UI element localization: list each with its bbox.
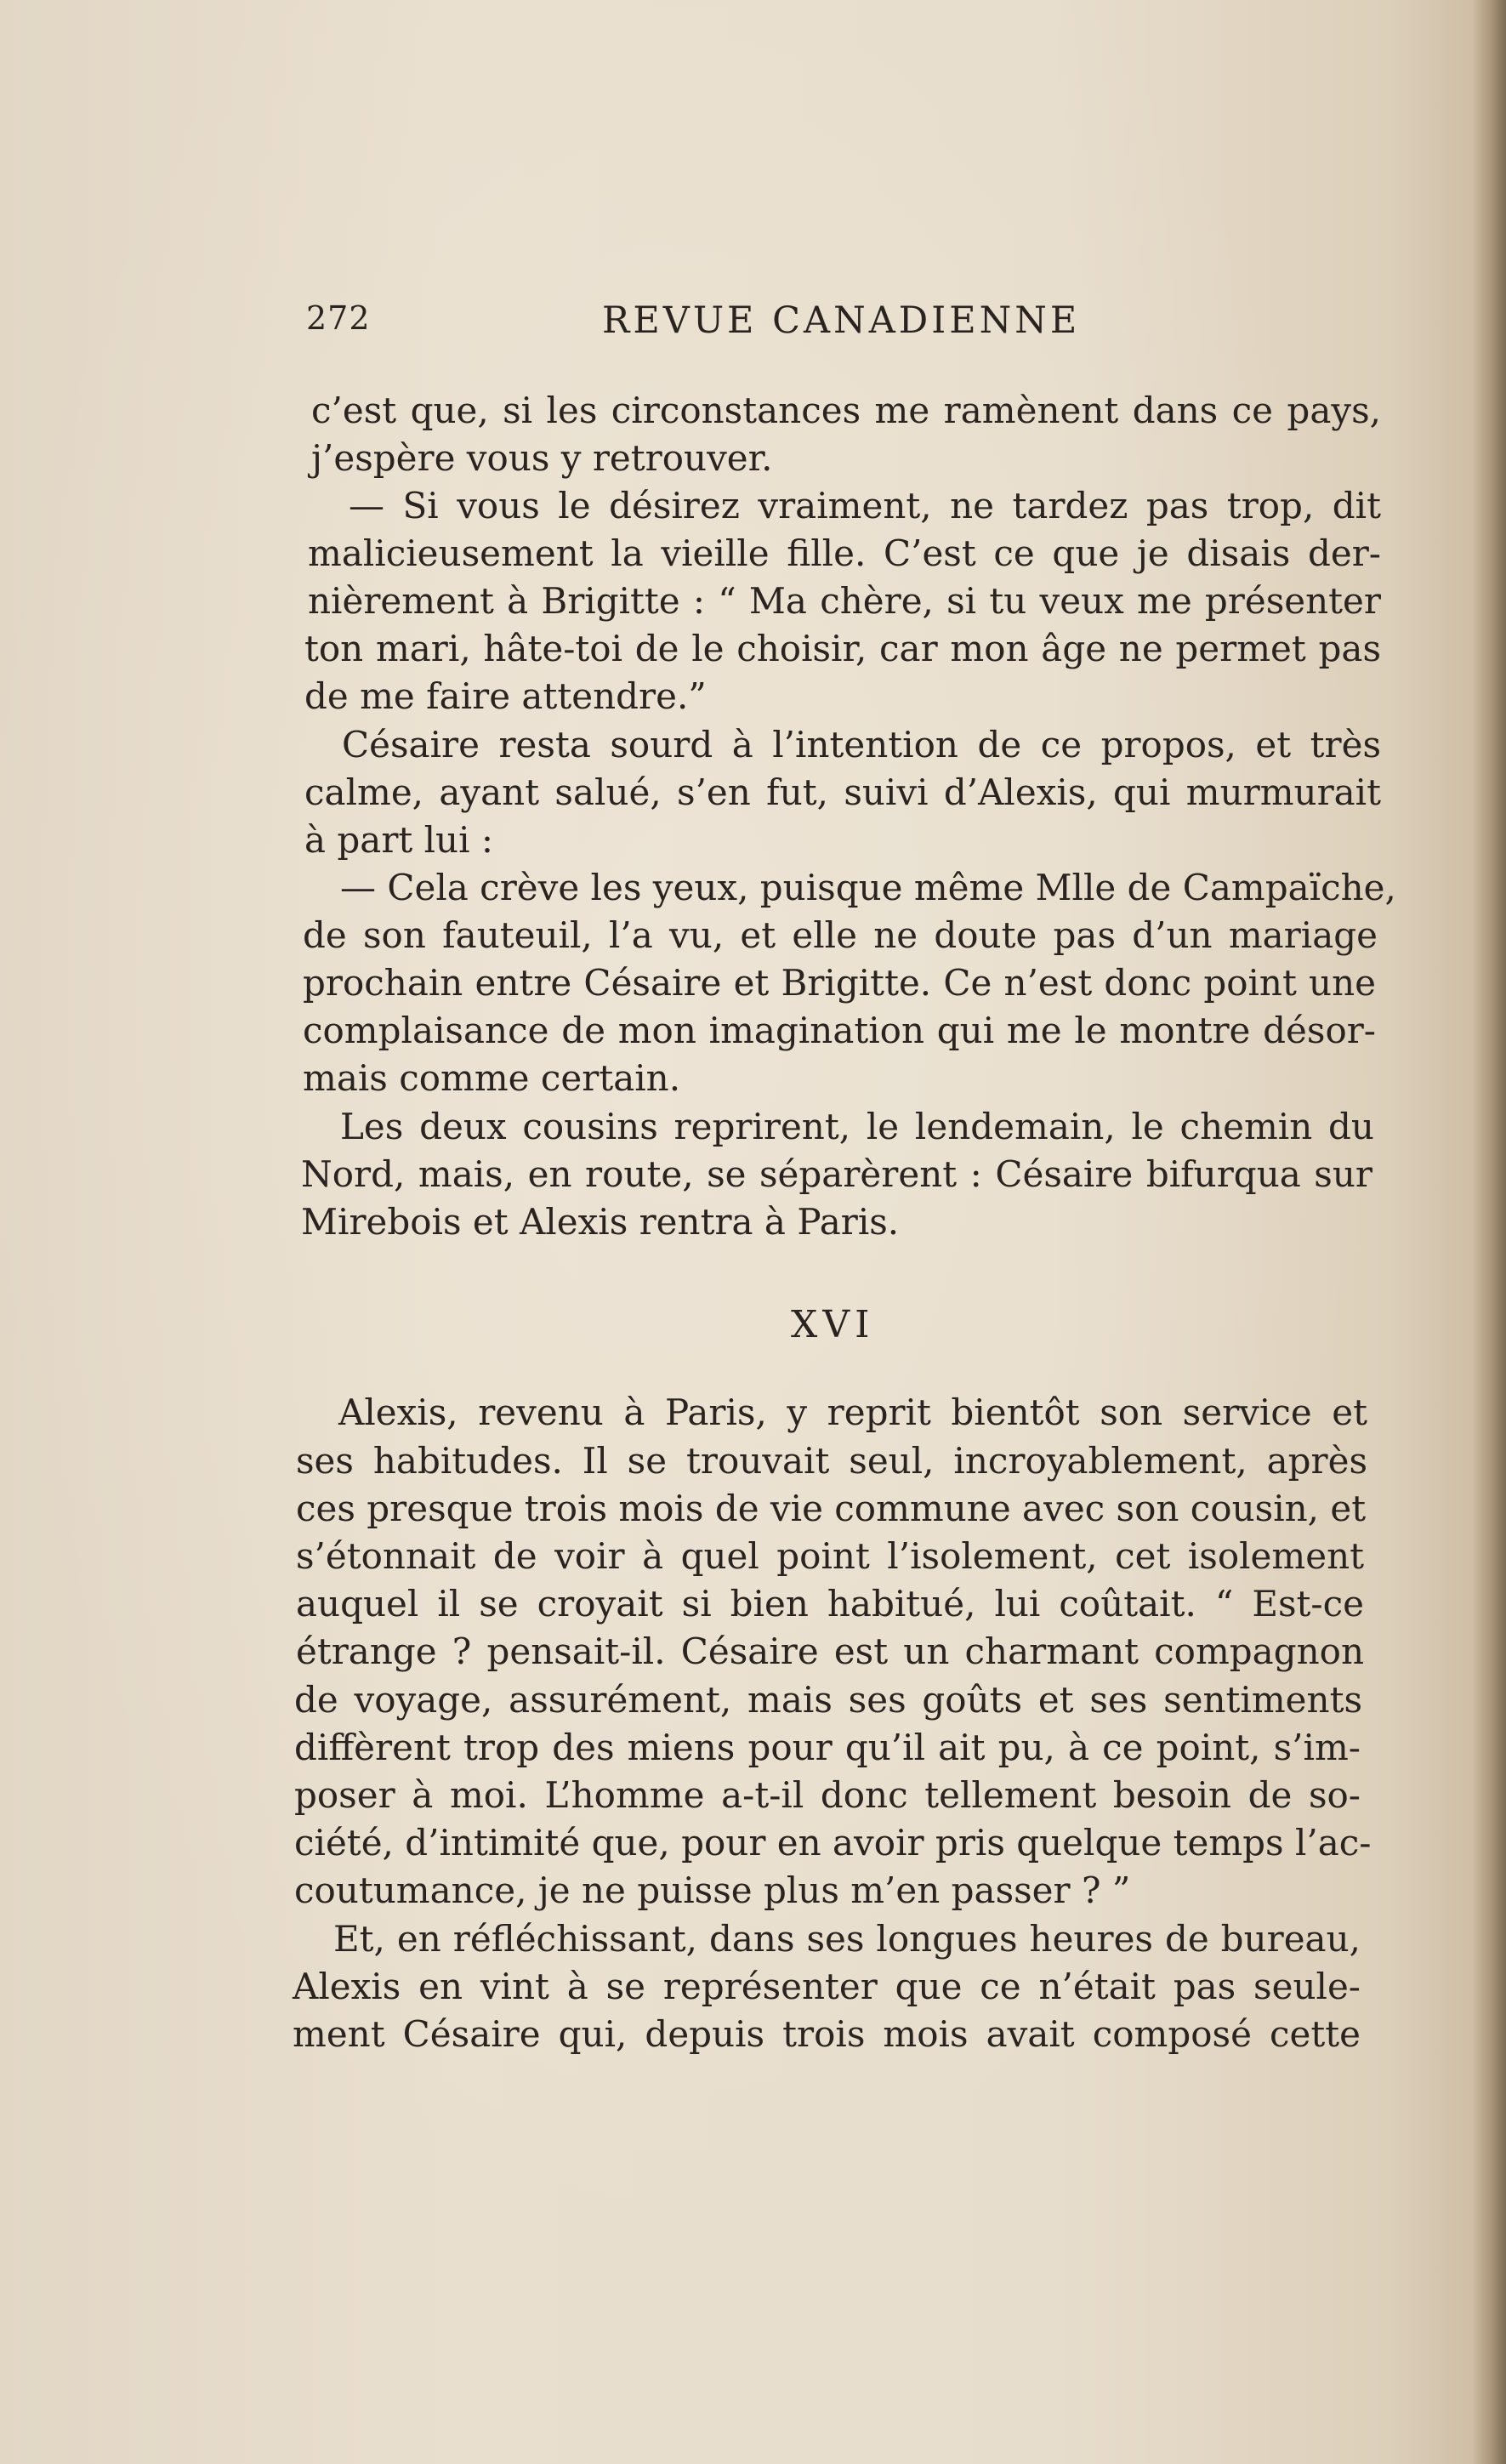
text-line: Alexis, revenu à Paris, y reprit bientôt son service et (338, 1391, 1367, 1433)
text-line: prochain entre Césaire et Brigitte. Ce n’est donc point une (303, 962, 1376, 1004)
text-line: s’étonnait de voir à quel point l’isolement, cet isolement (296, 1535, 1364, 1577)
text-line: mais comme certain. (303, 1057, 681, 1099)
text-line: étrange ? pensait-il. Césaire est un charmant compagnon (296, 1630, 1364, 1672)
text-line: ses habitudes. Il se trouvait seul, incroyablement, après (296, 1440, 1367, 1482)
text-line: ton mari, hâte-toi de le choisir, car mon âge ne permet pas (304, 628, 1381, 669)
text-line: coutumance, je ne puisse plus m’en passer ? ” (294, 1869, 1131, 1911)
text-line: auquel il se croyait si bien habitué, lui coûtait. “ Est-ce (296, 1583, 1364, 1625)
text-line: j’espère vous y retrouver. (311, 437, 773, 479)
text-line: Alexis en vint à se représenter que ce n’était pas seule- (293, 1966, 1361, 2007)
text-line: Césaire resta sourd à l’intention de ce propos, et très (342, 724, 1381, 765)
text-line: de son fauteuil, l’a vu, et elle ne doute pas d’un mariage (303, 914, 1378, 956)
text-line: diffèrent trop des miens pour qu’il ait pu, à ce point, s’im- (294, 1727, 1361, 1768)
text-line: à part lui : (304, 819, 494, 861)
chapter-heading: XVI (791, 1303, 875, 1346)
text-line: calme, ayant salué, s’en fut, suivi d’Alexis, qui murmurait (304, 771, 1381, 813)
text-line: ces presque trois mois de vie commune avec son cousin, et (296, 1488, 1367, 1529)
text-line: Mirebois et Alexis rentra à Paris. (301, 1201, 900, 1243)
text-line: de voyage, assurément, mais ses goûts et ses sentiments (294, 1679, 1362, 1721)
page-number: 272 (306, 299, 371, 337)
text-line: ment Césaire qui, depuis trois mois avait composé cette (293, 2013, 1361, 2055)
page-edge-shadow (1472, 0, 1506, 2464)
text-line: — Cela crève les yeux, puisque même Mlle de Campaïche, (340, 867, 1396, 908)
text-line: de me faire attendre.” (304, 675, 707, 717)
running-title: REVUE CANADIENNE (602, 299, 1081, 342)
text-line: ciété, d’intimité que, pour en avoir pris quelque temps l’ac- (294, 1822, 1372, 1864)
text-line: c’est que, si les circonstances me ramènent dans ce pays, (311, 390, 1381, 431)
text-line: nièrement à Brigitte : “ Ma chère, si tu veux me présenter (308, 580, 1381, 622)
text-line: poser à moi. L’homme a-t-il donc tellement besoin de so- (294, 1774, 1361, 1816)
text-line: Et, en réfléchissant, dans ses longues heures de bureau, (333, 1918, 1361, 1960)
text-line: Nord, mais, en route, se séparèrent : Césaire bifurqua sur (301, 1153, 1372, 1195)
text-line: complaisance de mon imagination qui me le montre désor- (303, 1010, 1376, 1051)
text-line: — Si vous le désirez vraiment, ne tardez pas trop, dit (349, 485, 1381, 526)
page-header (306, 299, 1386, 350)
text-line: malicieusement la vieille fille. C’est ce que je disais der- (308, 532, 1381, 574)
text-line: Les deux cousins reprirent, le lendemain, le chemin du (340, 1106, 1374, 1147)
